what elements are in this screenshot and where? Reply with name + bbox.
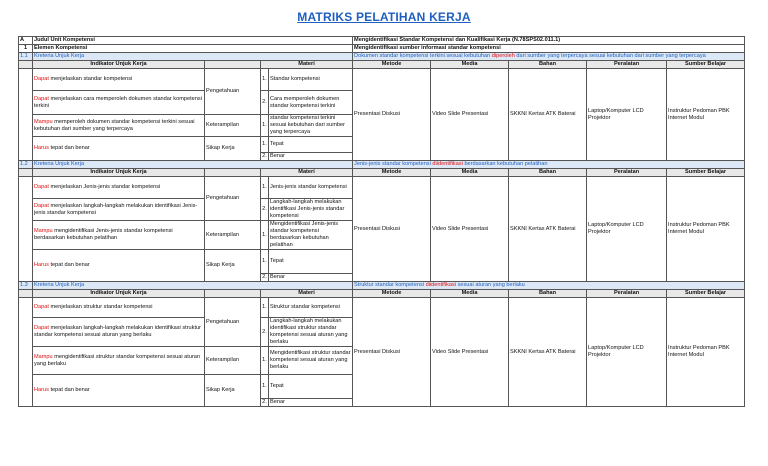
header-iuk: Indikator Unjuk Kerja (33, 290, 205, 298)
peralatan-cell: Laptop/Komputer LCD Projektor (587, 177, 667, 282)
materi-text: Cara memperoleh dokumen standar kompetensi terkini (269, 91, 353, 115)
iuk-keyword: Mampu (34, 353, 53, 360)
kuk-text-part: sesuai aturan yang berlaku (456, 282, 525, 288)
kuk-number: 1.2 (19, 161, 33, 169)
iuk-text: memperoleh dokumen standar kompetensi terkini sesuai kebutuhan dari sumber yang terpercaya (34, 118, 195, 132)
materi-number: 2. (262, 274, 267, 280)
materi-text: Langkah-langkah melakukan identifikasi struktur standar kompetensi sesuai aturan yang berlaku (269, 318, 353, 347)
category-keterampilan: Keterampilan (205, 115, 261, 137)
materi-text: Tepat (269, 250, 353, 274)
materi-number: 1. (261, 221, 269, 250)
header-bahan: Bahan (509, 169, 587, 177)
iuk-keyword: Dapat (34, 325, 49, 331)
kuk-label: Kreteria Unjuk Kerja (33, 282, 353, 290)
kuk-label: Kreteria Unjuk Kerja (33, 161, 353, 169)
iuk-keyword: Harus (34, 387, 49, 393)
iuk-cell (33, 298, 205, 318)
header-metode: Metode (353, 61, 431, 69)
header-blank (19, 169, 33, 177)
materi-number: 1. (261, 137, 269, 153)
header-row (19, 169, 745, 177)
iuk-cell (33, 250, 205, 282)
iuk-cell (33, 199, 205, 221)
content-row (19, 177, 745, 199)
header-peralatan: Peralatan (587, 61, 667, 69)
iuk-text: menjelaskan langkah-langkah melakukan identifikasi struktur standar kompetensi sesuai aturan yang berlaku (34, 325, 201, 338)
iuk-cell (33, 177, 205, 199)
materi-number: 1. (261, 115, 269, 137)
kuk-label: Kreteria Unjuk Kerja (33, 53, 353, 61)
iuk-text: mengidentifikasi Jenis-jenis standar kompetensi berdasarkan kebutuhan pelatihan (34, 228, 173, 241)
materi-number: 2. (261, 318, 269, 347)
materi-text: Mengidentifikasi struktur standar kompetensi sesuai aturan yang berlaku (269, 347, 353, 375)
kuk-text-part: berdasarkan kebutuhan pelatihan (462, 161, 548, 167)
header-materi: Materi (261, 290, 353, 298)
materi-text: Jenis-jenis standar kompetensi (269, 177, 353, 199)
header-metode: Metode (353, 169, 431, 177)
category-pengetahuan: Pengetahuan (205, 177, 261, 221)
materi-text: Tepat (269, 375, 353, 399)
iuk-keyword: Dapat (34, 95, 49, 102)
header-metode: Metode (353, 290, 431, 298)
kuk-row (19, 161, 745, 169)
iuk-cell (33, 69, 205, 91)
header-peralatan: Peralatan (587, 169, 667, 177)
iuk-keyword: Dapat (34, 76, 49, 82)
materi-text: Struktur standar kompetensi (269, 298, 353, 318)
materi-number: 1. (261, 250, 269, 274)
iuk-keyword: Mampu (34, 228, 53, 234)
iuk-keyword: Dapat (34, 304, 49, 310)
iuk-text: tepat dan benar (48, 262, 90, 268)
element-row (19, 45, 745, 53)
category-pengetahuan: Pengetahuan (205, 69, 261, 115)
header-media: Media (431, 290, 509, 298)
kuk-verb: diidentifikasi (425, 282, 457, 288)
header-bahan: Bahan (509, 61, 587, 69)
header-peralatan: Peralatan (587, 290, 667, 298)
iuk-text: tepat dan benar (48, 145, 90, 151)
iuk-text: menjelaskan langkah-langkah melakukan identifikasi Jenis-jenis standar kompetensi (34, 202, 198, 216)
iuk-text: menjelaskan standar kompetensi (48, 76, 133, 82)
materi-text: Benar (269, 153, 353, 161)
kuk-number: 1.3 (19, 282, 33, 290)
header-row (19, 61, 745, 69)
category-pengetahuan: Pengetahuan (205, 298, 261, 347)
header-materi: Materi (261, 169, 353, 177)
kuk-verb: diidentifikasi (432, 161, 463, 167)
blank-cell (19, 298, 33, 407)
header-media: Media (431, 61, 509, 69)
iuk-keyword: Dapat (34, 202, 49, 209)
sumber-cell: Instruktur Pedoman PBK Internet Modul (667, 298, 745, 407)
unit-label-a: A (19, 37, 33, 45)
header-row (19, 290, 745, 298)
category-sikap: Sikap Kerja (205, 137, 261, 161)
kuk-row (19, 53, 745, 61)
iuk-text: mengidentifikasi struktur standar kompetensi sesuai aturan yang berlaku (34, 353, 201, 367)
materi-number: 2. (261, 199, 269, 221)
unit-title-value: Mengidentifikasi Standar Kompetensi dan Kualifikasi Kerja (N.78SPS02.011.1) (353, 37, 745, 45)
header-bahan: Bahan (509, 290, 587, 298)
element-num: 1 (19, 45, 33, 53)
media-cell: Video Slide Presentasi (431, 69, 509, 161)
kuk-text (353, 282, 745, 290)
header-blank (205, 169, 261, 177)
materi-number: 1. (261, 375, 269, 399)
iuk-text: menjelaskan struktur standar kompetensi (48, 304, 153, 310)
iuk-cell (33, 137, 205, 161)
media-cell: Video Slide Presentasi (431, 177, 509, 282)
bahan-cell: SKKNI Kertas ATK Baterai (509, 69, 587, 161)
category-sikap: Sikap Kerja (205, 375, 261, 407)
iuk-keyword: Mampu (34, 118, 53, 125)
materi-text: Mengidentifikasi Jenis-jenis standar kompetensi berdasarkan kebutuhan pelatihan (269, 221, 353, 250)
category-sikap: Sikap Kerja (205, 250, 261, 282)
iuk-text: menjelaskan Jenis-jenis standar kompetensi (48, 184, 161, 190)
materi-text: Benar (269, 274, 353, 282)
materi-number: 2. (262, 153, 267, 159)
kuk-text (353, 161, 745, 169)
materi-number: 1. (261, 298, 269, 318)
header-media: Media (431, 169, 509, 177)
peralatan-cell: Laptop/Komputer LCD Projektor (587, 69, 667, 161)
bahan-cell: SKKNI Kertas ATK Baterai (509, 177, 587, 282)
iuk-keyword: Harus (34, 262, 49, 268)
kuk-text-part: Dokumen standar kompetensi terkini sesuai kebutuhan (354, 53, 492, 59)
category-keterampilan: Keterampilan (205, 221, 261, 250)
header-blank (205, 290, 261, 298)
materi-text: Benar (269, 399, 353, 407)
unit-title-label: Judul Unit Kompetensi (33, 37, 353, 45)
header-sumber: Sumber Belajar (667, 61, 745, 69)
metode-cell: Presentasi Diskusi (353, 69, 431, 161)
metode-cell: Presentasi Diskusi (353, 298, 431, 407)
iuk-text: tepat dan benar (48, 387, 90, 393)
iuk-cell (33, 347, 205, 375)
peralatan-cell: Laptop/Komputer LCD Projektor (587, 298, 667, 407)
iuk-keyword: Dapat (34, 184, 49, 190)
materi-text: Standar kompetensi (269, 69, 353, 91)
element-label: Elemen Kompetensi (33, 45, 353, 53)
iuk-cell (33, 318, 205, 347)
materi-number: 1. (261, 69, 269, 91)
kuk-text (353, 53, 745, 61)
page-title: MATRIKS PELATIHAN KERJA (297, 10, 471, 24)
materi-text: standar kompetensi terkini sesuai kebutuhan dari sumber yang terpercaya (269, 115, 353, 137)
header-blank (19, 290, 33, 298)
blank-cell (19, 177, 33, 282)
materi-text: Tepat (269, 137, 353, 153)
materi-number: 1. (261, 177, 269, 199)
header-iuk: Indikator Unjuk Kerja (33, 169, 205, 177)
unit-title-row (19, 37, 745, 45)
metode-cell: Presentasi Diskusi (353, 177, 431, 282)
kuk-number: 1.1 (19, 53, 33, 61)
kuk-verb: diperoleh (491, 53, 515, 59)
kuk-text-part: Jenis-jenis standar kompetensi (354, 161, 433, 167)
content-row (19, 69, 745, 91)
header-sumber: Sumber Belajar (667, 290, 745, 298)
header-blank (205, 61, 261, 69)
bahan-cell: SKKNI Kertas ATK Baterai (509, 298, 587, 407)
element-value: Mengidentifikasi sumber informasi standar kompetensi (353, 45, 745, 53)
materi-number: 1. (261, 347, 269, 375)
kuk-text-part: Struktur standar kompetensi (354, 282, 426, 288)
sumber-cell: Instruktur Pedoman PBK Internet Modul (667, 69, 745, 161)
iuk-cell (33, 91, 205, 115)
media-cell: Video Slide Presentasi (431, 298, 509, 407)
materi-number: 2. (262, 399, 267, 405)
kuk-row (19, 282, 745, 290)
iuk-text: menjelaskan cara memperoleh dokumen standar kompetensi terkini (34, 95, 202, 109)
materi-text: Langkah-langkah melakukan identifikasi Jenis-jenis standar kompetensi (269, 199, 353, 221)
iuk-cell (33, 115, 205, 137)
category-keterampilan: Keterampilan (205, 347, 261, 375)
content-row (19, 298, 745, 318)
iuk-cell (33, 375, 205, 407)
header-materi: Materi (261, 61, 353, 69)
header-sumber: Sumber Belajar (667, 169, 745, 177)
kuk-text-part: dari sumber yang terpercaya sesuai kebutuhan dari sumber yang terpercaya (514, 53, 706, 59)
materi-number: 2. (261, 91, 269, 115)
header-iuk: Indikator Unjuk Kerja (33, 61, 205, 69)
sumber-cell: Instruktur Pedoman PBK Internet Modul (667, 177, 745, 282)
blank-cell (19, 69, 33, 161)
iuk-cell (33, 221, 205, 250)
iuk-keyword: Harus (34, 145, 49, 151)
header-blank (19, 61, 33, 69)
training-matrix-table (18, 36, 745, 407)
